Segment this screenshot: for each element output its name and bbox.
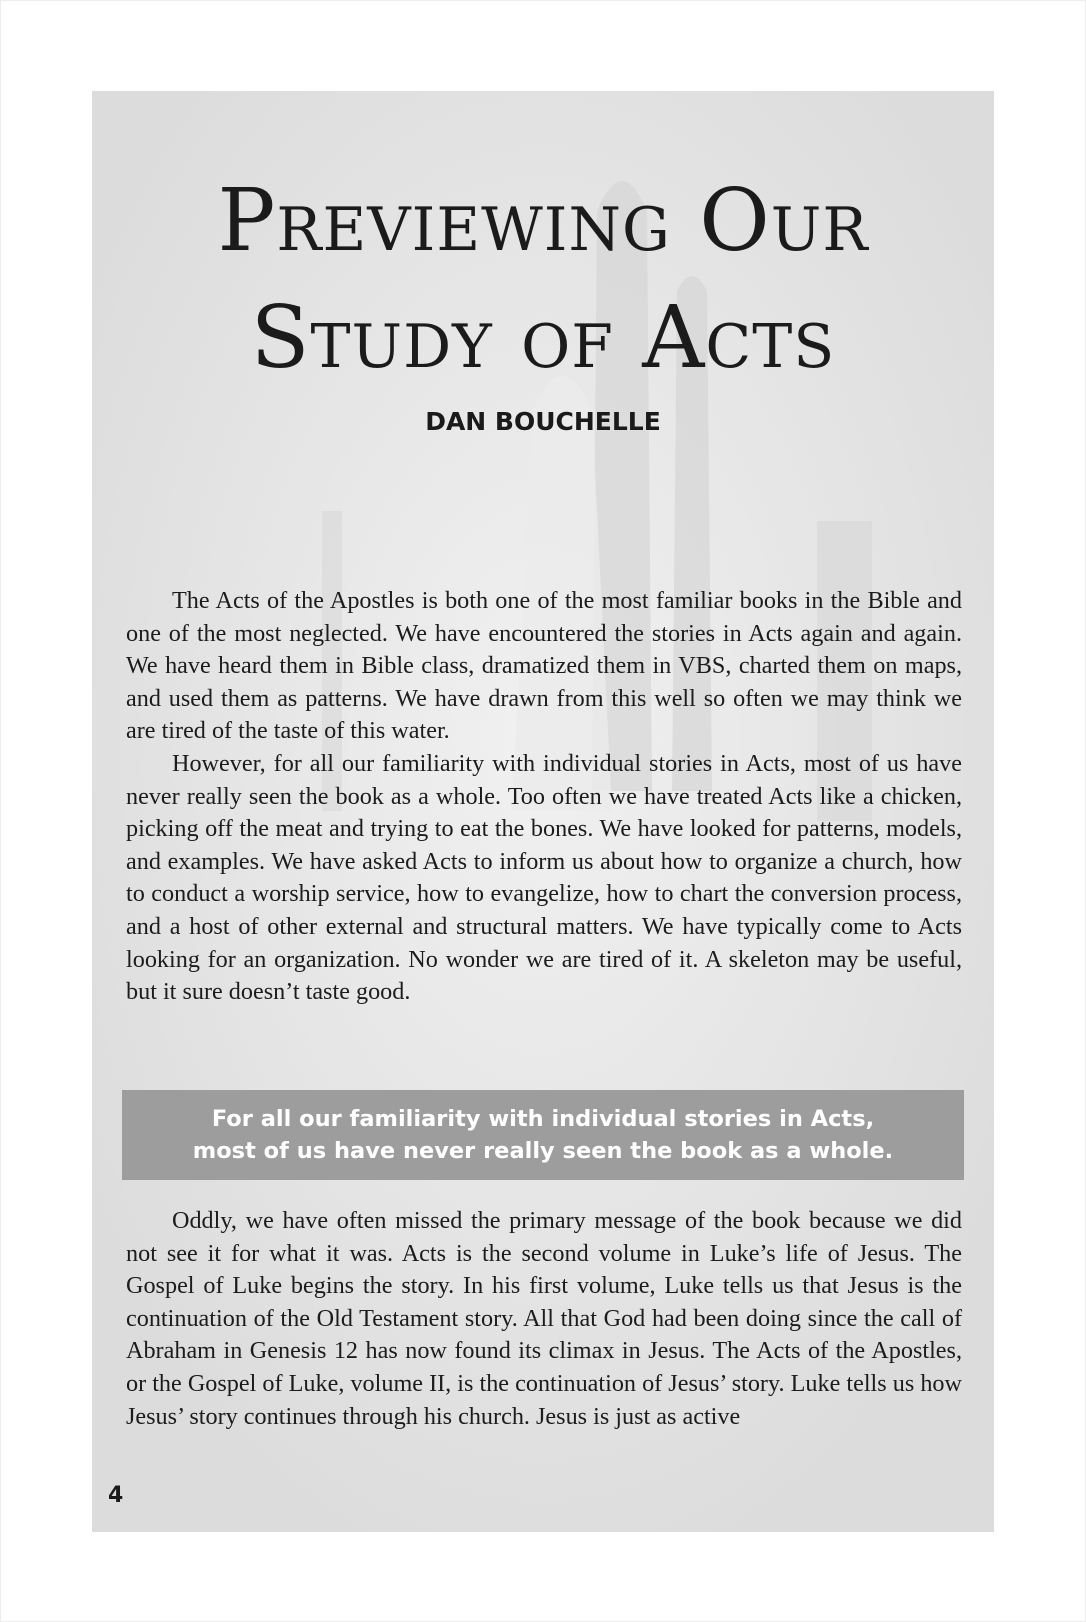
title-line-2: Study of Acts: [250, 288, 836, 388]
paragraph: The Acts of the Apostles is both one of the most familiar books in the Bible and one of the most neglected. We have encountered the stories in Acts again and again. We have heard them in Bible class, dramatized them in VBS, charted them on maps, and used them as patterns. We have drawn from this well so often we may think we are tired of the taste of this water.: [126, 587, 962, 745]
paragraph: Oddly, we have often missed the primary message of the book because we did not see it for what it was. Acts is the second volume in Luke’s life of Jesus. The Gospel of Luke begins the story. In his first volume, Luke tells us that Jesus is the continuation of the Old Testament story. All that God had been doing since the call of Abraham in Genesis 12 has now found its climax in Jesus. The Acts of the Apostles, or the Gospel of Luke, volume II, is the continuation of Jesus’ story. Luke tells us how Jesus’ story continues through his church. Jesus is just as active: [126, 1207, 962, 1430]
body-text-intro: [126, 585, 962, 1009]
paragraph: However, for all our familiarity with individual stories in Acts, most of us have never really seen the book as a whole. Too often we have treated Acts like a chicken, picking off the meat and trying to eat the bones. We have looked for patterns, models, and examples. We have asked Acts to inform us about how to organize a church, how to conduct a worship service, how to evangelize, how to chart the conversion process, and a host of other external and structural matters. We have typically come to Acts looking for an organization. No wonder we are tired of it. A skeleton may be useful, but it sure doesn’t taste good.: [126, 749, 962, 1006]
body-text-continued: [126, 1205, 962, 1433]
pull-quote-line-2: most of us have never really seen the book as a whole.: [192, 1138, 894, 1164]
page-number: 4: [108, 1483, 124, 1508]
pull-quote-line-1: For all our familiarity with individual stories in Acts,: [211, 1106, 875, 1132]
article-panel: [92, 91, 994, 1532]
title-line-1: Previewing Our: [217, 171, 869, 271]
author-name: DAN BOUCHELLE: [425, 407, 661, 436]
pull-quote: [122, 1090, 964, 1180]
